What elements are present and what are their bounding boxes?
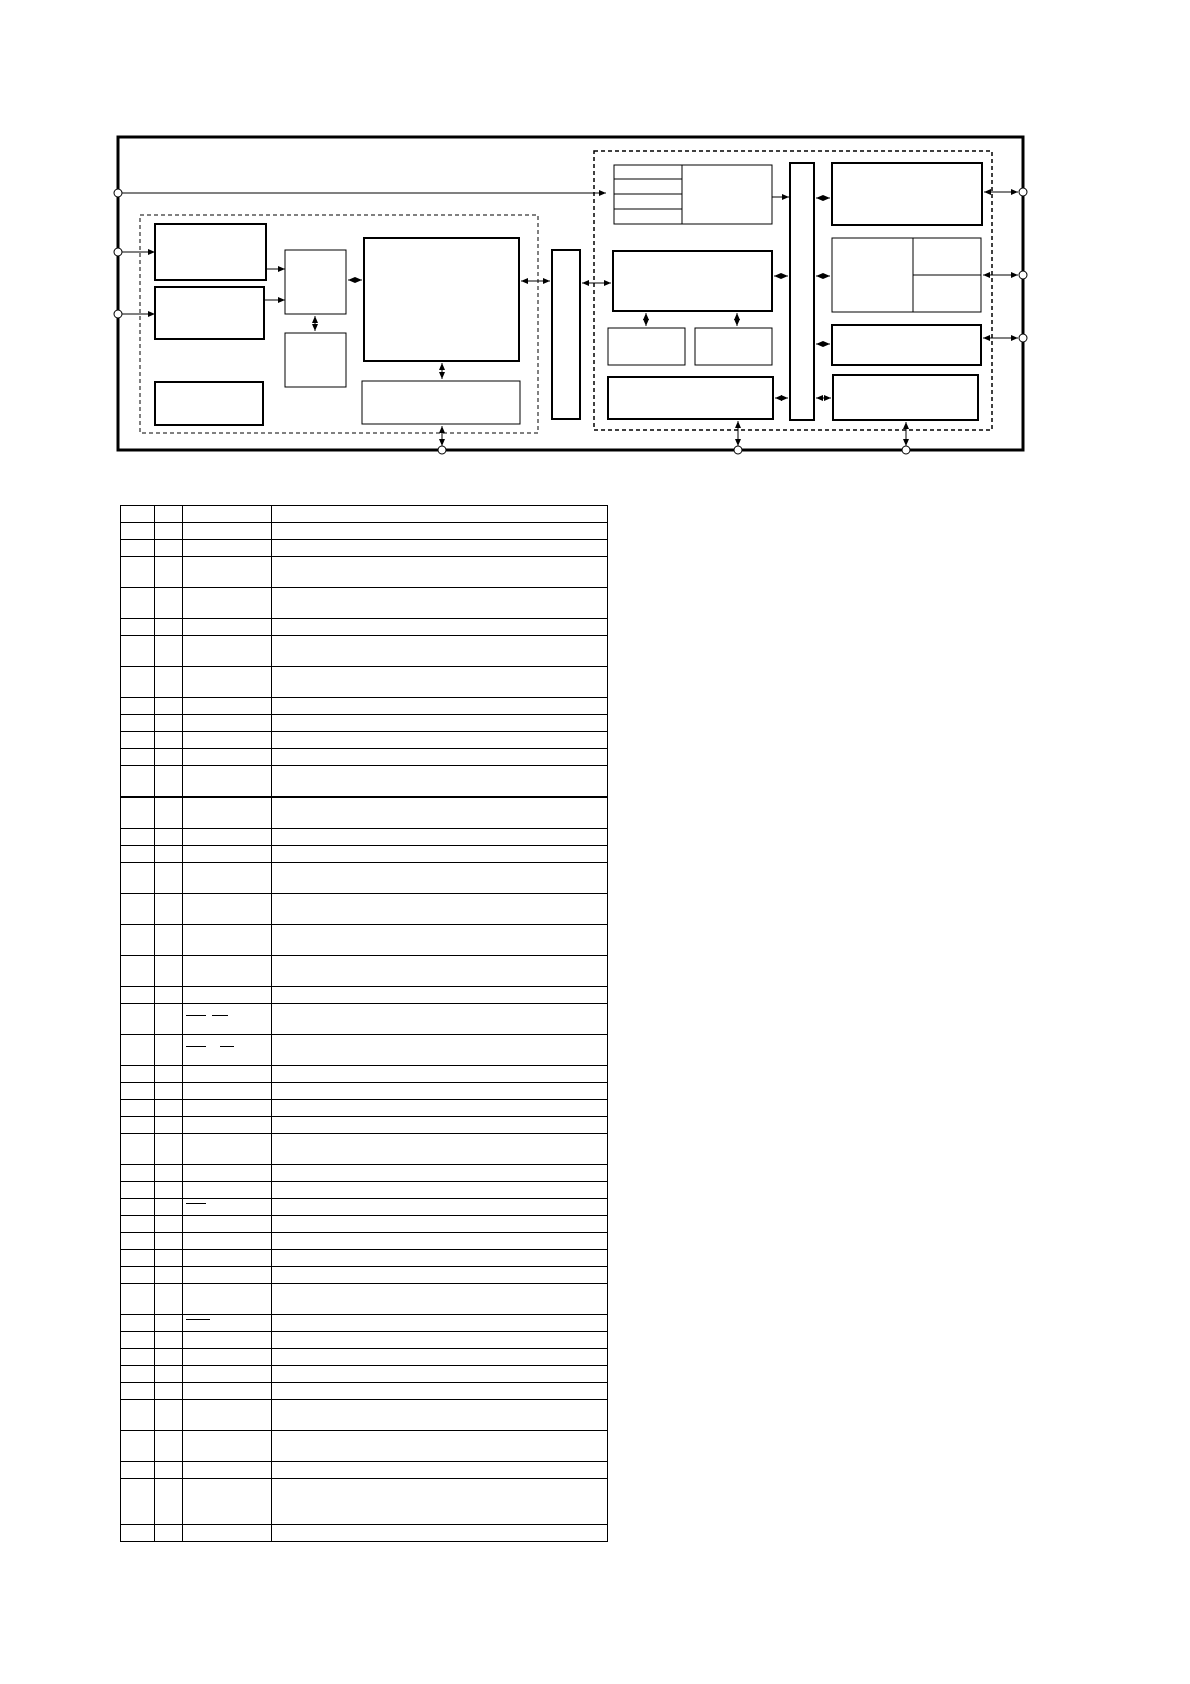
- pin-number-cell: [121, 1400, 155, 1431]
- pin-name-cell: [183, 715, 272, 732]
- table-row: [121, 1284, 608, 1315]
- pin-description-cell: [272, 1117, 608, 1134]
- pin-type-cell: [155, 1349, 183, 1366]
- pin-number-cell: [121, 1035, 155, 1066]
- pin-name-cell: [183, 732, 272, 749]
- pin-description-cell: [272, 588, 608, 619]
- pin-type-cell: [155, 863, 183, 894]
- pin-number-cell: [121, 732, 155, 749]
- bottom-left-block: [608, 377, 773, 419]
- peripheral-block-3: [832, 325, 981, 365]
- pin-name-cell: [183, 1134, 272, 1165]
- pin-description-cell: [272, 1431, 608, 1462]
- sub-block-right: [695, 328, 772, 365]
- pin-name-cell: [183, 863, 272, 894]
- table-row: [121, 1216, 608, 1233]
- pin-type-cell: [155, 1366, 183, 1383]
- pin-description-cell: [272, 1400, 608, 1431]
- pin-bottom-1: [438, 446, 446, 454]
- pin-description-cell: [272, 1083, 608, 1100]
- pin-name-cell: [183, 1004, 272, 1035]
- pin-number-cell: [121, 1431, 155, 1462]
- pin-description-cell: [272, 1134, 608, 1165]
- pin-left-1: [114, 189, 122, 197]
- pin-type-cell: [155, 588, 183, 619]
- pin-description-cell: [272, 1100, 608, 1117]
- pin-description-cell: [272, 749, 608, 766]
- pin-number-cell: [121, 1349, 155, 1366]
- pin-number-cell: [121, 1199, 155, 1216]
- pin-number-cell: [121, 698, 155, 715]
- pin-description-cell: [272, 829, 608, 846]
- pin-type-cell: [155, 1383, 183, 1400]
- table-row: [121, 797, 608, 829]
- table-row: [121, 1083, 608, 1100]
- pin-type-cell: [155, 956, 183, 987]
- pin-type-cell: [155, 1431, 183, 1462]
- pin-name-cell: [183, 523, 272, 540]
- pin-description-cell: [272, 925, 608, 956]
- pin-type-cell: [155, 698, 183, 715]
- overline-mark: [186, 1319, 210, 1320]
- table-row: [121, 1431, 608, 1462]
- pin-description-cell: [272, 698, 608, 715]
- pin-name-cell: [183, 1165, 272, 1182]
- pin-name-cell: [183, 987, 272, 1004]
- pin-description-cell: [272, 1233, 608, 1250]
- table-row: [121, 987, 608, 1004]
- pin-number-cell: [121, 1182, 155, 1199]
- table-row: [121, 1182, 608, 1199]
- pin-number-cell: [121, 1479, 155, 1525]
- pin-type-cell: [155, 1134, 183, 1165]
- pin-type-cell: [155, 715, 183, 732]
- pin-type-cell: [155, 987, 183, 1004]
- pin-type-cell: [155, 846, 183, 863]
- bridge-block: [552, 250, 580, 419]
- pin-type-cell: [155, 1525, 183, 1542]
- pin-name-cell: [183, 1284, 272, 1315]
- pin-name-cell: [183, 1250, 272, 1267]
- pin-number-cell: [121, 1165, 155, 1182]
- pin-number-cell: [121, 1216, 155, 1233]
- pin-type-cell: [155, 1035, 183, 1066]
- right-subsystem-region: [594, 151, 992, 430]
- pin-description-cell: [272, 1165, 608, 1182]
- pin-number-cell: [121, 1100, 155, 1117]
- table-row: [121, 1100, 608, 1117]
- pin-type-cell: [155, 1066, 183, 1083]
- pin-name-cell: [183, 540, 272, 557]
- table-row: [121, 846, 608, 863]
- pin-number-cell: [121, 956, 155, 987]
- pin-type-cell: [155, 1233, 183, 1250]
- pin-bottom-3: [902, 446, 910, 454]
- table-row: [121, 863, 608, 894]
- pin-name-cell: [183, 1349, 272, 1366]
- pin-description-cell: [272, 1332, 608, 1349]
- pin-type-cell: [155, 1182, 183, 1199]
- pin-description-cell: [272, 987, 608, 1004]
- pin-name-cell: [183, 1267, 272, 1284]
- pin-number-cell: [121, 1332, 155, 1349]
- pin-name-cell: [183, 956, 272, 987]
- pin-description-cell: [272, 1182, 608, 1199]
- pin-name-cell: [183, 1462, 272, 1479]
- pin-name-cell: [183, 1479, 272, 1525]
- pin-type-cell: [155, 619, 183, 636]
- table-row: [121, 732, 608, 749]
- table-row: [121, 1462, 608, 1479]
- pin-number-cell: [121, 1267, 155, 1284]
- table-row: [121, 1165, 608, 1182]
- mux-block: [285, 250, 346, 314]
- pin-name-cell: [183, 1431, 272, 1462]
- pin-number-cell: [121, 1462, 155, 1479]
- pin-type-cell: [155, 1216, 183, 1233]
- pin-type-cell: [155, 1250, 183, 1267]
- table-row: [121, 925, 608, 956]
- table-row: [121, 749, 608, 766]
- pin-description-cell: [272, 1216, 608, 1233]
- pin-type-cell: [155, 1462, 183, 1479]
- table-row: [121, 894, 608, 925]
- table-row: [121, 588, 608, 619]
- internal-bus: [790, 163, 814, 420]
- processor-block: [613, 251, 772, 311]
- pin-type-cell: [155, 540, 183, 557]
- pin-description-cell: [272, 1479, 608, 1525]
- table-row: [121, 636, 608, 667]
- table-row: [121, 1035, 608, 1066]
- pin-type-cell: [155, 506, 183, 523]
- pin-type-cell: [155, 636, 183, 667]
- pin-description-cell: [272, 863, 608, 894]
- pin-description-cell: [272, 797, 608, 829]
- peripheral-block-4: [833, 375, 978, 420]
- table-row: [121, 1267, 608, 1284]
- pin-number-cell: [121, 1004, 155, 1035]
- pin-type-cell: [155, 1004, 183, 1035]
- pin-name-cell: [183, 1525, 272, 1542]
- pin-type-cell: [155, 749, 183, 766]
- pin-description-cell: [272, 1315, 608, 1332]
- pin-description-cell: [272, 846, 608, 863]
- pin-bottom-2: [734, 446, 742, 454]
- table-row: [121, 540, 608, 557]
- table-row: [121, 698, 608, 715]
- pin-type-cell: [155, 1117, 183, 1134]
- table-row: [121, 715, 608, 732]
- core-bottom-block: [362, 381, 520, 424]
- pin-name-cell: [183, 749, 272, 766]
- pin-description-cell: [272, 636, 608, 667]
- table-row: [121, 1233, 608, 1250]
- chip-outline: [118, 137, 1023, 450]
- pin-name-cell: [183, 1400, 272, 1431]
- pin-description-table: [120, 505, 608, 1542]
- pin-left-2: [114, 248, 122, 256]
- overline-mark: [186, 1015, 206, 1016]
- pin-name-cell: [183, 698, 272, 715]
- pin-number-cell: [121, 749, 155, 766]
- pin-type-cell: [155, 1400, 183, 1431]
- pin-description-cell: [272, 1199, 608, 1216]
- pin-description-cell: [272, 506, 608, 523]
- pin-type-cell: [155, 925, 183, 956]
- pin-type-cell: [155, 1332, 183, 1349]
- pin-name-cell: [183, 1117, 272, 1134]
- pin-description-cell: [272, 1462, 608, 1479]
- pin-type-cell: [155, 1199, 183, 1216]
- pin-number-cell: [121, 588, 155, 619]
- pin-number-cell: [121, 715, 155, 732]
- pin-number-cell: [121, 557, 155, 588]
- table-row: [121, 1383, 608, 1400]
- pin-type-cell: [155, 1315, 183, 1332]
- standalone-block: [155, 382, 263, 425]
- pin-name-cell: [183, 925, 272, 956]
- pin-description-cell: [272, 956, 608, 987]
- table-row: [121, 619, 608, 636]
- table-row: [121, 1199, 608, 1216]
- pin-number-cell: [121, 1284, 155, 1315]
- core-block: [364, 238, 519, 361]
- pin-type-cell: [155, 1479, 183, 1525]
- pin-number-cell: [121, 863, 155, 894]
- pin-number-cell: [121, 1250, 155, 1267]
- pin-type-cell: [155, 1267, 183, 1284]
- table-row: [121, 1332, 608, 1349]
- pin-description-cell: [272, 766, 608, 798]
- overline-mark: [220, 1046, 234, 1047]
- sub-block-left: [608, 328, 685, 365]
- pin-name-cell: [183, 1100, 272, 1117]
- pin-type-cell: [155, 1100, 183, 1117]
- pin-description-cell: [272, 667, 608, 698]
- table-row: [121, 1004, 608, 1035]
- pin-name-cell: [183, 667, 272, 698]
- input-block-2: [155, 287, 264, 339]
- pin-number-cell: [121, 619, 155, 636]
- table-row: [121, 1525, 608, 1542]
- pin-name-cell: [183, 1083, 272, 1100]
- pin-number-cell: [121, 766, 155, 798]
- pin-type-cell: [155, 1083, 183, 1100]
- pin-name-cell: [183, 619, 272, 636]
- pin-description-cell: [272, 1035, 608, 1066]
- overline-mark: [186, 1046, 206, 1047]
- left-subsystem-region: [140, 215, 538, 433]
- pin-number-cell: [121, 1366, 155, 1383]
- pin-description-cell: [272, 894, 608, 925]
- pin-name-cell: [183, 1216, 272, 1233]
- pin-description-cell: [272, 1004, 608, 1035]
- pin-type-cell: [155, 894, 183, 925]
- pin-name-cell: [183, 829, 272, 846]
- pin-description-cell: [272, 1284, 608, 1315]
- pin-type-cell: [155, 523, 183, 540]
- pin-type-cell: [155, 1165, 183, 1182]
- pin-name-cell: [183, 1182, 272, 1199]
- pin-name-cell: [183, 1199, 272, 1216]
- table-row: [121, 1400, 608, 1431]
- table-row: [121, 1366, 608, 1383]
- table-row: [121, 1066, 608, 1083]
- pin-number-cell: [121, 894, 155, 925]
- pin-type-cell: [155, 557, 183, 588]
- table-row: [121, 1134, 608, 1165]
- pin-name-cell: [183, 766, 272, 798]
- pin-description-cell: [272, 1349, 608, 1366]
- table-row: [121, 523, 608, 540]
- pin-description-cell: [272, 732, 608, 749]
- pin-description-cell: [272, 1267, 608, 1284]
- pin-description-cell: [272, 1366, 608, 1383]
- pin-name-cell: [183, 1066, 272, 1083]
- pin-description-cell: [272, 1066, 608, 1083]
- pin-name-cell: [183, 894, 272, 925]
- pin-number-cell: [121, 846, 155, 863]
- pin-number-cell: [121, 797, 155, 829]
- pin-name-cell: [183, 1233, 272, 1250]
- pin-number-cell: [121, 1525, 155, 1542]
- table-row: [121, 1315, 608, 1332]
- table-row: [121, 1349, 608, 1366]
- pin-type-cell: [155, 1284, 183, 1315]
- pin-name-cell: [183, 1366, 272, 1383]
- pin-description-cell: [272, 540, 608, 557]
- pin-number-cell: [121, 1233, 155, 1250]
- pin-name-cell: [183, 797, 272, 829]
- pin-name-cell: [183, 588, 272, 619]
- pin-number-cell: [121, 987, 155, 1004]
- pin-name-cell: [183, 1383, 272, 1400]
- pin-description-cell: [272, 1525, 608, 1542]
- pin-name-cell: [183, 1035, 272, 1066]
- pin-number-cell: [121, 1083, 155, 1100]
- overline-mark: [212, 1015, 228, 1016]
- pin-name-cell: [183, 506, 272, 523]
- table-row: [121, 506, 608, 523]
- table-row: [121, 829, 608, 846]
- pin-type-cell: [155, 766, 183, 798]
- pin-type-cell: [155, 829, 183, 846]
- pin-name-cell: [183, 557, 272, 588]
- peripheral-block-1: [832, 163, 982, 225]
- pin-number-cell: [121, 1117, 155, 1134]
- pin-number-cell: [121, 506, 155, 523]
- pin-right-1: [1019, 188, 1027, 196]
- table-row: [121, 667, 608, 698]
- pin-number-cell: [121, 636, 155, 667]
- pin-type-cell: [155, 732, 183, 749]
- pin-right-2: [1019, 271, 1027, 279]
- pin-number-cell: [121, 667, 155, 698]
- mux-sub-block: [285, 333, 346, 387]
- pin-number-cell: [121, 1315, 155, 1332]
- pin-description-cell: [272, 557, 608, 588]
- pin-name-cell: [183, 1332, 272, 1349]
- pin-name-cell: [183, 636, 272, 667]
- pin-number-cell: [121, 540, 155, 557]
- block-diagram: [0, 0, 1190, 470]
- pin-name-cell: [183, 1315, 272, 1332]
- pin-right-3: [1019, 334, 1027, 342]
- pin-number-cell: [121, 925, 155, 956]
- pin-number-cell: [121, 829, 155, 846]
- pin-name-cell: [183, 846, 272, 863]
- pin-left-3: [114, 310, 122, 318]
- pin-description-cell: [272, 523, 608, 540]
- pin-number-cell: [121, 1066, 155, 1083]
- pin-description-cell: [272, 619, 608, 636]
- pin-description-cell: [272, 715, 608, 732]
- pin-type-cell: [155, 797, 183, 829]
- pin-description-cell: [272, 1250, 608, 1267]
- input-block-1: [155, 224, 266, 280]
- pin-description-cell: [272, 1383, 608, 1400]
- pin-type-cell: [155, 667, 183, 698]
- pin-number-cell: [121, 1134, 155, 1165]
- table-row: [121, 1117, 608, 1134]
- table-row: [121, 1250, 608, 1267]
- overline-mark: [186, 1203, 206, 1204]
- table-row: [121, 956, 608, 987]
- table-row: [121, 1479, 608, 1525]
- pin-number-cell: [121, 523, 155, 540]
- table-row: [121, 557, 608, 588]
- pin-number-cell: [121, 1383, 155, 1400]
- table-row: [121, 766, 608, 798]
